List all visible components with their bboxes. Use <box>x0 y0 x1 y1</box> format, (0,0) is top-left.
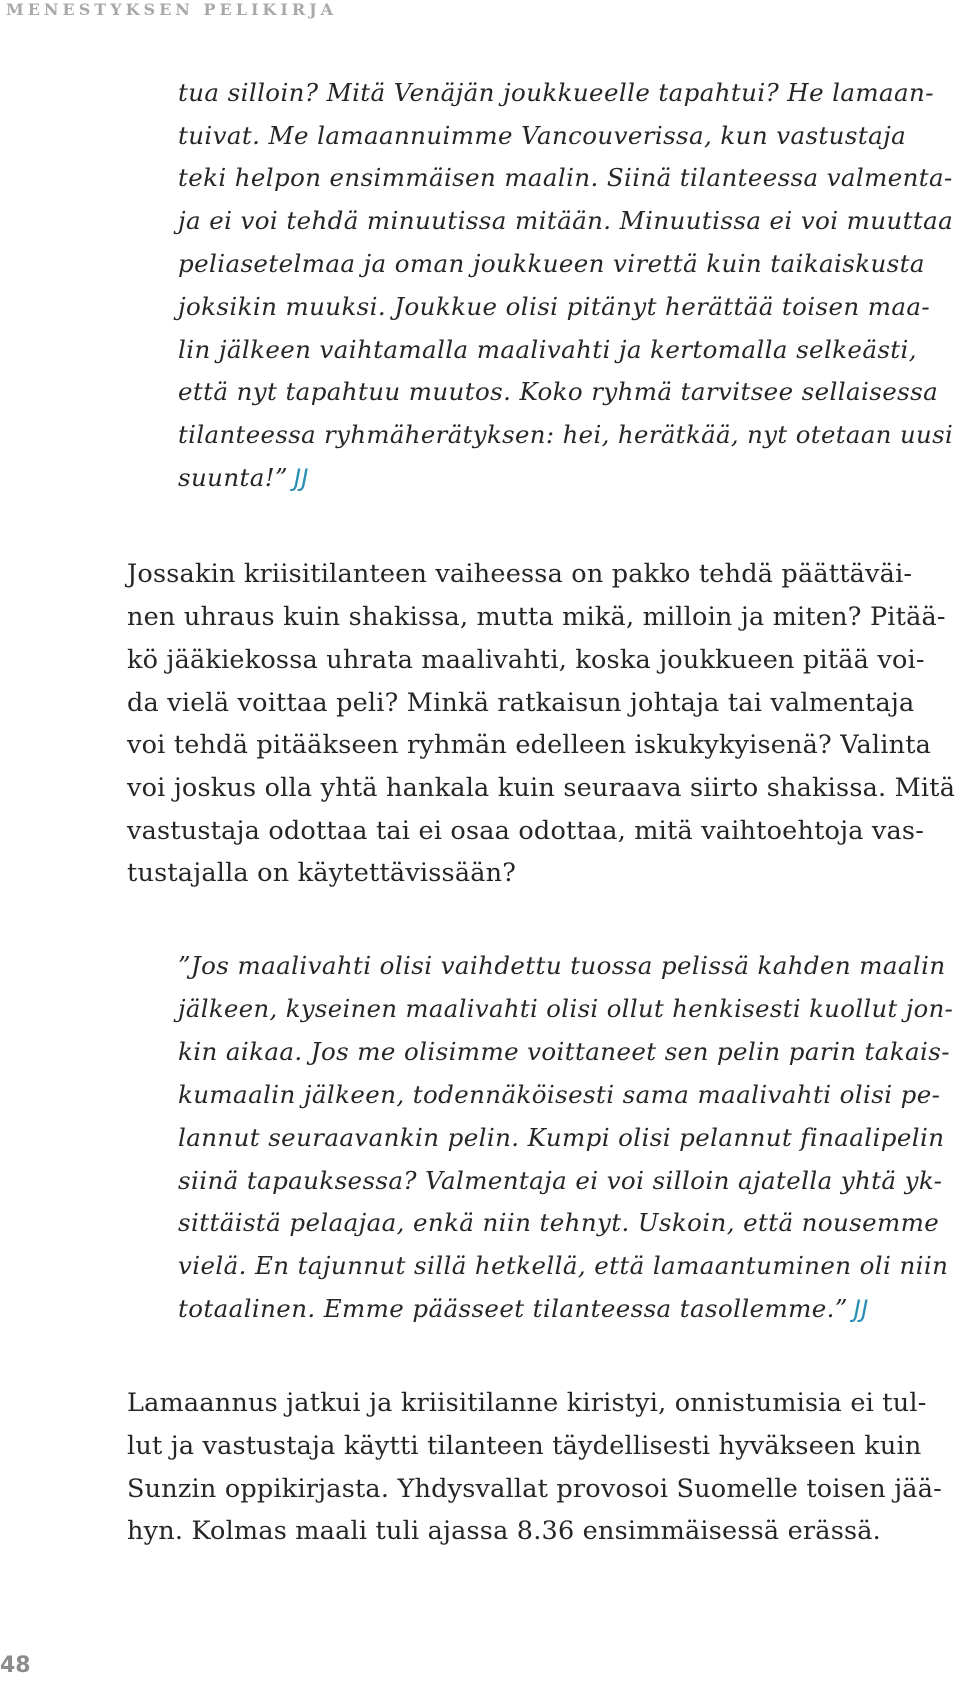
paragraph-line: voi tehdä pitääkseen ryhmän edelleen iskukykyisenä? Valinta <box>127 730 932 760</box>
paragraph-line: voi joskus olla yhtä hankala kuin seuraava siirto shakissa. Mitä <box>127 773 956 803</box>
quote-line: siinä tapauksessa? Valmentaja ei voi silloin ajatella yhtä yk- <box>178 1166 943 1195</box>
quote-line: vielä. En tajunnut sillä hetkellä, että lamaantuminen oli niin <box>178 1251 949 1280</box>
quote-last-line-text: totaalinen. Emme päässeet tilanteessa tasollemme.” <box>178 1294 848 1323</box>
quote-line: kin aikaa. Jos me olisimme voittaneet sen pelin parin takais- <box>178 1037 950 1066</box>
quote-line: sittäistä pelaajaa, enkä niin tehnyt. Uskoin, että nousemme <box>178 1208 940 1237</box>
paragraph-line: nen uhraus kuin shakissa, mutta mikä, milloin ja miten? Pitää- <box>127 602 946 632</box>
quote-line: tuivat. Me lamaannuimme Vancouverissa, kun vastustaja <box>178 121 907 150</box>
quote-line <box>178 1291 869 1331</box>
paragraph-line: da vielä voittaa peli? Minkä ratkaisun johtaja tai valmentaja <box>127 688 915 718</box>
quote-line: peliasetelmaa ja oman joukkueen virettä kuin taikaiskusta <box>178 249 925 278</box>
running-head: MENESTYKSEN PELIKIRJA <box>6 0 338 19</box>
quote-line: tua silloin? Mitä Venäjän joukkueelle tapahtui? He lamaan- <box>178 78 934 107</box>
quote-line <box>178 460 309 500</box>
quote-line: joksikin muuksi. Joukkue olisi pitänyt herättää toisen maa- <box>178 292 931 321</box>
paragraph-line: Lamaannus jatkui ja kriisitilanne kiristyi, onnistumisia ei tul- <box>127 1388 927 1418</box>
paragraph-line: hyn. Kolmas maali tuli ajassa 8.36 ensimmäisessä erässä. <box>127 1516 881 1546</box>
page-number: 48 <box>0 1653 31 1678</box>
paragraph-line: lut ja vastustaja käytti tilanteen täydellisesti hyväkseen kuin <box>127 1431 922 1461</box>
quote-line: teki helpon ensimmäisen maalin. Siinä tilanteessa valmenta- <box>178 163 953 192</box>
quote-line: lannut seuraavankin pelin. Kumpi olisi pelannut finaalipelin <box>178 1123 945 1152</box>
quote-line: jälkeen, kyseinen maalivahti olisi ollut henkisesti kuollut jon- <box>178 994 954 1023</box>
quote-last-line-text: suunta!” <box>178 463 288 492</box>
paragraph-line: tustajalla on käytettävissään? <box>127 858 517 888</box>
quote-line: ja ei voi tehdä minuutissa mitään. Minuutissa ei voi muuttaa <box>178 206 954 235</box>
paragraph-line: kö jääkiekossa uhrata maalivahti, koska joukkueen pitää voi- <box>127 645 925 675</box>
attribution-jj: JJ <box>853 1295 869 1323</box>
attribution-jj: JJ <box>293 464 309 492</box>
paragraph-line: Sunzin oppikirjasta. Yhdysvallat provosoi Suomelle toisen jää- <box>127 1474 942 1504</box>
paragraph-line: vastustaja odottaa tai ei osaa odottaa, mitä vaihtoehtoja vas- <box>127 816 925 846</box>
quote-line: ”Jos maalivahti olisi vaihdettu tuossa pelissä kahden maalin <box>178 951 946 980</box>
quote-line: että nyt tapahtuu muutos. Koko ryhmä tarvitsee sellaisessa <box>178 377 939 406</box>
paragraph-line: Jossakin kriisitilanteen vaiheessa on pakko tehdä päättäväi- <box>127 559 913 589</box>
quote-line: tilanteessa ryhmäherätyksen: hei, herätkää, nyt otetaan uusi <box>178 420 954 449</box>
quote-line: lin jälkeen vaihtamalla maalivahti ja kertomalla selkeästi, <box>178 335 917 364</box>
quote-line: kumaalin jälkeen, todennäköisesti sama maalivahti olisi pe- <box>178 1080 941 1109</box>
